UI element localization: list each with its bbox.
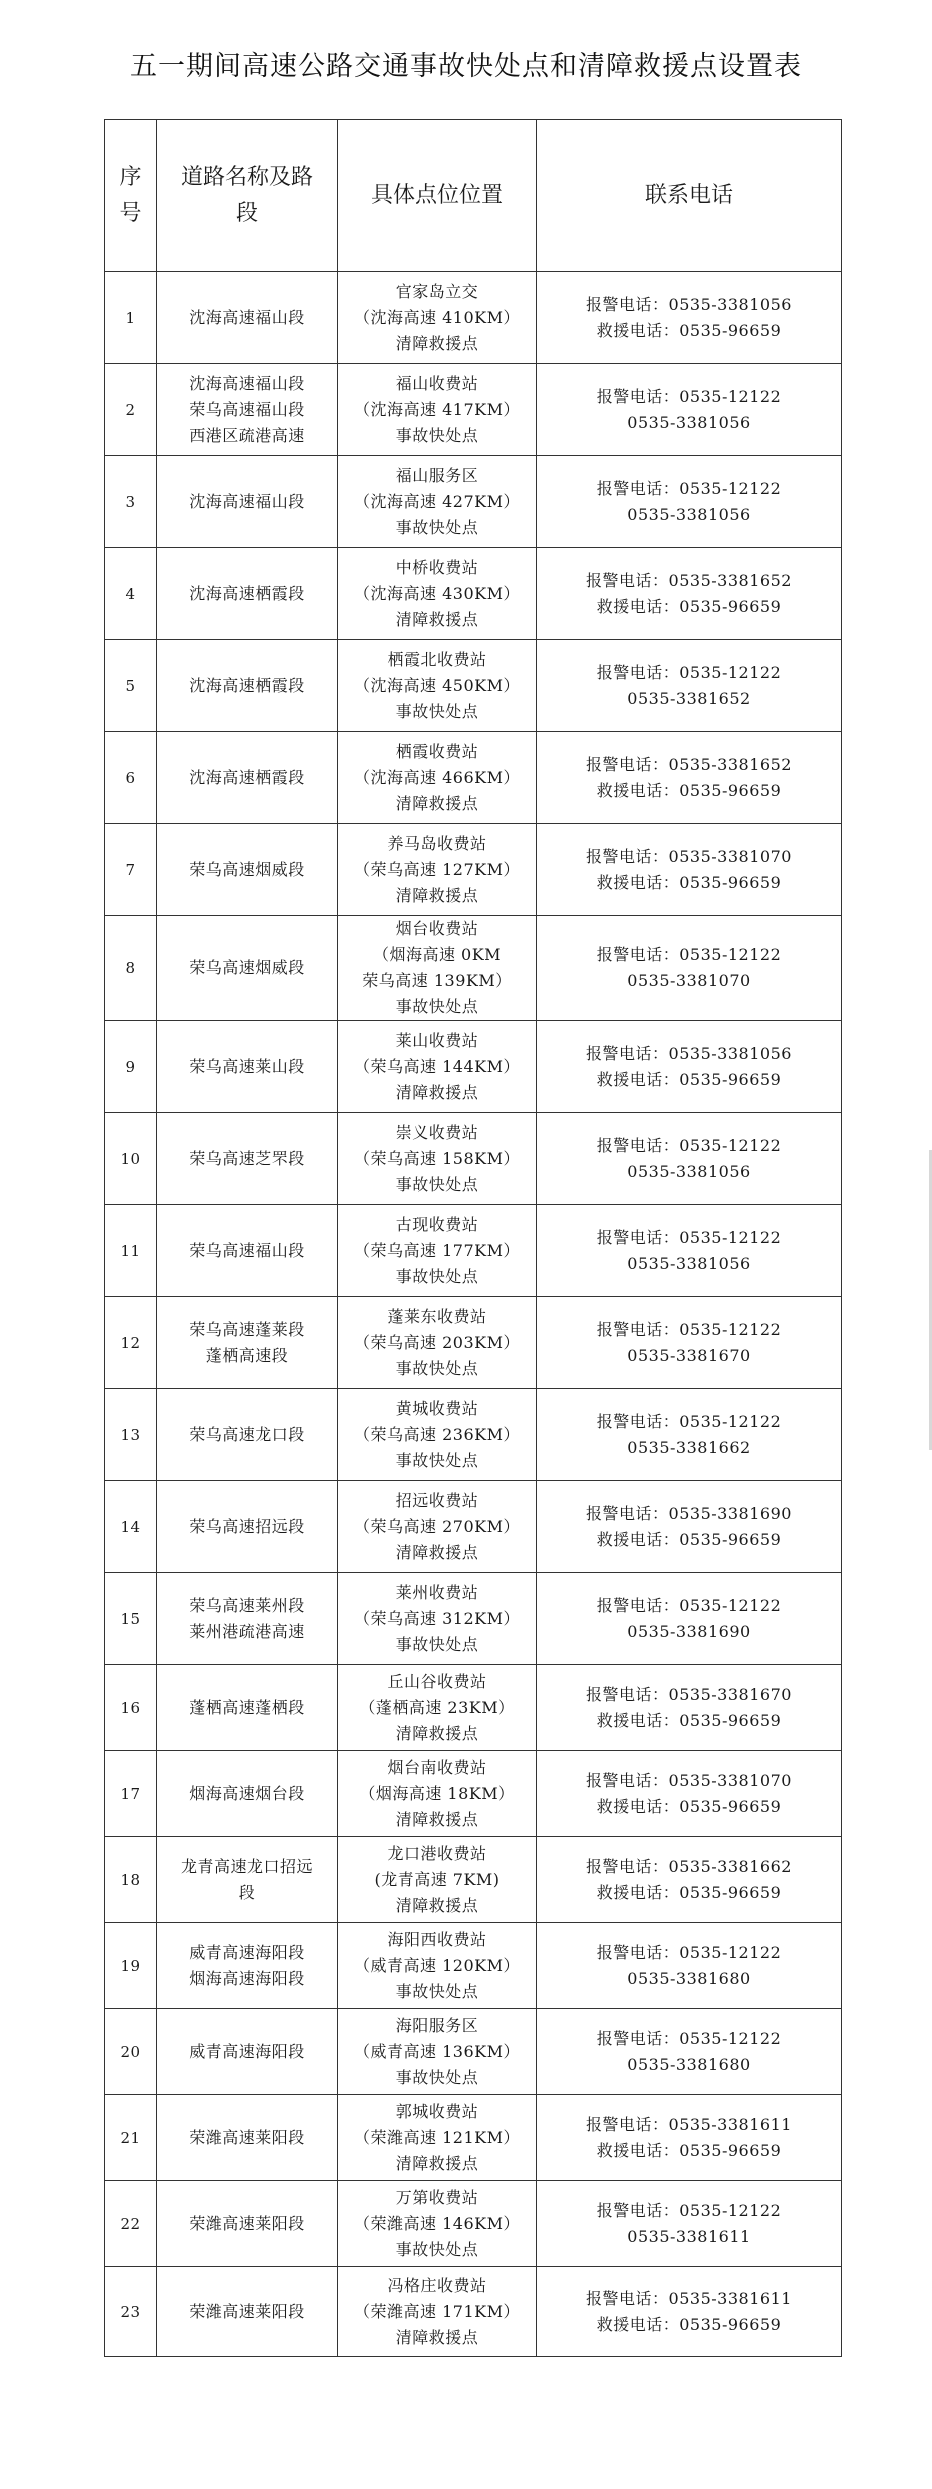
cell-road-line: 荣乌高速龙口段 bbox=[189, 1424, 305, 1444]
cell-phone-line: 报警电话：0535-3381070 bbox=[586, 846, 792, 866]
cell-road bbox=[157, 1665, 338, 1751]
cell-phone-line: 报警电话：0535-3381652 bbox=[586, 754, 792, 774]
cell-location bbox=[338, 1837, 537, 1923]
cell-location-line: 冯格庄收费站 bbox=[387, 2275, 487, 2295]
cell-phone-line: 报警电话：0535-12122 bbox=[596, 1595, 782, 1615]
cell-phone-line: 报警电话：0535-3381662 bbox=[586, 1856, 792, 1876]
header-no-line-2: 号 bbox=[119, 200, 142, 226]
cell-location-line: （荣乌高速 203KM） bbox=[354, 1332, 520, 1352]
cell-road bbox=[157, 1389, 338, 1481]
cell-location-line: （沈海高速 417KM） bbox=[354, 399, 520, 419]
cell-location-line: 崇义收费站 bbox=[395, 1122, 479, 1142]
table-row bbox=[105, 1021, 842, 1113]
cell-location-line: 事故快处点 bbox=[395, 701, 479, 721]
page-title: 五一期间高速公路交通事故快处点和清障救援点设置表 bbox=[130, 51, 802, 82]
cell-no: 16 bbox=[105, 1665, 157, 1751]
cell-no: 13 bbox=[105, 1389, 157, 1481]
cell-road-line: 沈海高速栖霞段 bbox=[189, 767, 305, 787]
cell-location bbox=[338, 1113, 537, 1205]
cell-no: 2 bbox=[105, 364, 157, 456]
cell-phone bbox=[537, 2009, 842, 2095]
cell-phone bbox=[537, 640, 842, 732]
cell-road-line: 荣乌高速莱山段 bbox=[189, 1056, 305, 1076]
cell-phone-line: 报警电话：0535-12122 bbox=[596, 945, 782, 964]
cell-location-line: 事故快处点 bbox=[395, 1981, 479, 2001]
cell-location-line: （荣乌高速 270KM） bbox=[354, 1516, 520, 1536]
cell-phone-line: 报警电话：0535-3381070 bbox=[586, 1770, 792, 1790]
cell-phone-line: 报警电话：0535-12122 bbox=[596, 2028, 782, 2048]
cell-road bbox=[157, 548, 338, 640]
cell-location-line: （威青高速 136KM） bbox=[354, 2041, 520, 2061]
cell-road-line: 荣乌高速福山段 bbox=[189, 1240, 305, 1260]
cell-road-line: 荣乌高速蓬莱段 bbox=[189, 1319, 305, 1339]
cell-road bbox=[157, 1837, 338, 1923]
cell-road-line: 荣乌高速芝罘段 bbox=[189, 1148, 305, 1168]
cell-location-line: 海阳西收费站 bbox=[387, 1929, 487, 1949]
table-row bbox=[105, 1751, 842, 1837]
cell-road bbox=[157, 1751, 338, 1837]
cell-phone-line: 救援电话：0535-96659 bbox=[596, 1796, 782, 1816]
cell-location-line: 事故快处点 bbox=[395, 2239, 479, 2259]
cell-road-line: 蓬栖高速段 bbox=[205, 1345, 289, 1365]
cell-phone-line: 救援电话：0535-96659 bbox=[596, 1710, 782, 1730]
cell-road-line: 荣乌高速莱州段 bbox=[189, 1595, 305, 1615]
cell-location-line: （荣潍高速 121KM） bbox=[354, 2127, 520, 2147]
header-road-line-2: 段 bbox=[235, 200, 258, 226]
cell-road-line: 段 bbox=[238, 1882, 256, 1902]
cell-road bbox=[157, 2267, 338, 2357]
header-no-line-1: 序 bbox=[119, 164, 142, 190]
cell-no: 3 bbox=[105, 456, 157, 548]
cell-road-line: 荣乌高速烟威段 bbox=[189, 958, 305, 977]
table-row bbox=[105, 1573, 842, 1665]
cell-phone-line: 报警电话：0535-3381056 bbox=[586, 1043, 792, 1063]
cell-phone bbox=[537, 916, 842, 1021]
table-row bbox=[105, 1481, 842, 1573]
cell-location bbox=[338, 1481, 537, 1573]
cell-location bbox=[338, 640, 537, 732]
cell-location-line: （沈海高速 450KM） bbox=[354, 675, 520, 695]
header-no bbox=[105, 120, 157, 272]
cell-road-line: 荣乌高速招远段 bbox=[189, 1516, 305, 1536]
cell-phone-line: 0535-3381680 bbox=[627, 2054, 751, 2074]
cell-location bbox=[338, 1389, 537, 1481]
table-row bbox=[105, 824, 842, 916]
cell-road-line: 荣乌高速福山段 bbox=[189, 399, 305, 419]
cell-phone-line: 救援电话：0535-96659 bbox=[596, 596, 782, 616]
cell-no: 6 bbox=[105, 732, 157, 824]
cell-location bbox=[338, 2095, 537, 2181]
cell-location-line: （荣乌高速 236KM） bbox=[354, 1424, 520, 1444]
table-row bbox=[105, 364, 842, 456]
cell-road-line: 沈海高速福山段 bbox=[189, 373, 305, 393]
cell-location bbox=[338, 2267, 537, 2357]
cell-no: 22 bbox=[105, 2181, 157, 2267]
cell-no: 11 bbox=[105, 1205, 157, 1297]
cell-phone-line: 0535-3381056 bbox=[627, 504, 751, 524]
cell-location bbox=[338, 1751, 537, 1837]
cell-location-line: 清障救援点 bbox=[395, 793, 479, 813]
cell-road bbox=[157, 2009, 338, 2095]
table-row bbox=[105, 640, 842, 732]
cell-location-line: 丘山谷收费站 bbox=[387, 1671, 487, 1691]
table-row bbox=[105, 1297, 842, 1389]
cell-no: 21 bbox=[105, 2095, 157, 2181]
table-row bbox=[105, 1389, 842, 1481]
cell-location-line: 莱山收费站 bbox=[395, 1030, 479, 1050]
cell-location-line: 事故快处点 bbox=[395, 1266, 479, 1286]
cell-road bbox=[157, 1021, 338, 1113]
cell-location-line: 招远收费站 bbox=[395, 1490, 479, 1510]
cell-phone-line: 0535-3381670 bbox=[627, 1345, 751, 1365]
cell-no: 23 bbox=[105, 2267, 157, 2357]
table-row bbox=[105, 548, 842, 640]
table-row bbox=[105, 1923, 842, 2009]
cell-location bbox=[338, 548, 537, 640]
cell-location-line: （威青高速 120KM） bbox=[354, 1955, 520, 1975]
cell-location-line: 事故快处点 bbox=[395, 1450, 479, 1470]
cell-road bbox=[157, 456, 338, 548]
cell-road-line: 沈海高速栖霞段 bbox=[189, 583, 305, 603]
cell-road bbox=[157, 916, 338, 1021]
cell-phone-line: 报警电话：0535-12122 bbox=[596, 478, 782, 498]
cell-location bbox=[338, 1665, 537, 1751]
cell-location-line: （荣潍高速 171KM） bbox=[354, 2301, 520, 2321]
cell-phone bbox=[537, 1665, 842, 1751]
cell-location-line: （荣乌高速 312KM） bbox=[354, 1608, 520, 1628]
cell-road-line: 荣乌高速烟威段 bbox=[189, 859, 305, 879]
cell-phone-line: 0535-3381690 bbox=[627, 1621, 751, 1641]
cell-phone-line: 报警电话：0535-12122 bbox=[596, 1135, 782, 1155]
cell-phone bbox=[537, 1573, 842, 1665]
cell-location-line: （沈海高速 427KM） bbox=[354, 491, 520, 511]
cell-location-line: （荣乌高速 127KM） bbox=[354, 859, 520, 879]
cell-location bbox=[338, 1297, 537, 1389]
cell-location-line: 清障救援点 bbox=[395, 885, 479, 905]
cell-phone-line: 0535-3381056 bbox=[627, 1161, 751, 1181]
cell-phone bbox=[537, 364, 842, 456]
cell-road bbox=[157, 824, 338, 916]
cell-location bbox=[338, 1205, 537, 1297]
cell-phone-line: 救援电话：0535-96659 bbox=[596, 780, 782, 800]
cell-location-line: 福山收费站 bbox=[395, 373, 479, 393]
cell-location bbox=[338, 2181, 537, 2267]
cell-phone bbox=[537, 1205, 842, 1297]
cell-road bbox=[157, 732, 338, 824]
cell-phone bbox=[537, 1389, 842, 1481]
cell-road-line: 沈海高速福山段 bbox=[189, 307, 305, 327]
cell-road-line: 沈海高速栖霞段 bbox=[189, 675, 305, 695]
cell-no: 10 bbox=[105, 1113, 157, 1205]
cell-phone bbox=[537, 2267, 842, 2357]
header-row bbox=[105, 120, 842, 272]
cell-location-line: 事故快处点 bbox=[395, 997, 479, 1016]
cell-no: 19 bbox=[105, 1923, 157, 2009]
cell-location-line: 清障救援点 bbox=[395, 2327, 479, 2347]
cell-location-line: 中桥收费站 bbox=[395, 557, 479, 577]
cell-location-line: 事故快处点 bbox=[395, 517, 479, 537]
cell-location-line: 蓬莱东收费站 bbox=[387, 1306, 487, 1326]
table-row bbox=[105, 916, 842, 1021]
cell-location-line: 清障救援点 bbox=[395, 1895, 479, 1915]
cell-road-line: 荣潍高速莱阳段 bbox=[189, 2213, 305, 2233]
cell-location-line: 黄城收费站 bbox=[395, 1398, 479, 1418]
cell-road-line: 龙青高速龙口招远 bbox=[180, 1856, 313, 1876]
cell-phone-line: 报警电话：0535-3381611 bbox=[586, 2114, 792, 2134]
header-location: 具体点位位置 bbox=[338, 120, 537, 272]
cell-phone bbox=[537, 1837, 842, 1923]
cell-location-line: 事故快处点 bbox=[395, 1174, 479, 1194]
cell-phone bbox=[537, 1923, 842, 2009]
cell-phone-line: 救援电话：0535-96659 bbox=[596, 872, 782, 892]
cell-location-line: （烟海高速 18KM） bbox=[359, 1783, 515, 1803]
table-row bbox=[105, 2267, 842, 2357]
cell-road bbox=[157, 364, 338, 456]
cell-location-line: 养马岛收费站 bbox=[387, 833, 487, 853]
cell-location-line: （沈海高速 430KM） bbox=[354, 583, 520, 603]
cell-location-line: 事故快处点 bbox=[395, 1634, 479, 1654]
cell-location bbox=[338, 1923, 537, 2009]
cell-phone bbox=[537, 1297, 842, 1389]
cell-location bbox=[338, 364, 537, 456]
cell-phone-line: 救援电话：0535-96659 bbox=[596, 1529, 782, 1549]
header-road bbox=[157, 120, 338, 272]
cell-no: 5 bbox=[105, 640, 157, 732]
cell-road-line: 沈海高速福山段 bbox=[189, 491, 305, 511]
cell-road-line: 蓬栖高速蓬栖段 bbox=[189, 1697, 305, 1717]
cell-location-line: 事故快处点 bbox=[395, 425, 479, 445]
table-row bbox=[105, 2181, 842, 2267]
cell-road-line: 烟海高速烟台段 bbox=[189, 1783, 305, 1803]
cell-road-line: 荣潍高速莱阳段 bbox=[189, 2301, 305, 2321]
cell-location bbox=[338, 916, 537, 1021]
cell-location-line: 烟台收费站 bbox=[395, 919, 479, 938]
cell-location-line: 清障救援点 bbox=[395, 333, 479, 353]
cell-phone bbox=[537, 1021, 842, 1113]
table-row bbox=[105, 272, 842, 364]
cell-phone-line: 报警电话：0535-3381652 bbox=[586, 570, 792, 590]
cell-location bbox=[338, 824, 537, 916]
cell-no: 8 bbox=[105, 916, 157, 1021]
cell-location-line: （荣乌高速 144KM） bbox=[354, 1056, 520, 1076]
cell-location-line: 事故快处点 bbox=[395, 2067, 479, 2087]
cell-road bbox=[157, 1297, 338, 1389]
cell-location-line: 龙口港收费站 bbox=[387, 1843, 487, 1863]
cell-phone bbox=[537, 456, 842, 548]
cell-road bbox=[157, 2095, 338, 2181]
cell-no: 12 bbox=[105, 1297, 157, 1389]
cell-location-line: （荣乌高速 177KM） bbox=[354, 1240, 520, 1260]
cell-location-line: 古现收费站 bbox=[395, 1214, 479, 1234]
cell-phone-line: 救援电话：0535-96659 bbox=[596, 1882, 782, 1902]
cell-location-line: 清障救援点 bbox=[395, 1542, 479, 1562]
cell-road-line: 荣潍高速莱阳段 bbox=[189, 2127, 305, 2147]
cell-location-line: 清障救援点 bbox=[395, 2153, 479, 2173]
cell-location bbox=[338, 272, 537, 364]
rescue-points-table bbox=[104, 119, 842, 2357]
cell-no: 7 bbox=[105, 824, 157, 916]
cell-phone bbox=[537, 824, 842, 916]
cell-location bbox=[338, 456, 537, 548]
cell-location-line: 万第收费站 bbox=[395, 2187, 479, 2207]
table-row bbox=[105, 2095, 842, 2181]
cell-phone-line: 报警电话：0535-12122 bbox=[596, 1319, 782, 1339]
cell-phone bbox=[537, 2095, 842, 2181]
cell-no: 14 bbox=[105, 1481, 157, 1573]
cell-road-line: 西港区疏港高速 bbox=[189, 425, 305, 445]
cell-phone-line: 0535-3381056 bbox=[627, 1253, 751, 1273]
cell-road bbox=[157, 272, 338, 364]
cell-location-line: 栖霞北收费站 bbox=[387, 649, 487, 669]
cell-location bbox=[338, 1573, 537, 1665]
cell-road bbox=[157, 1113, 338, 1205]
cell-phone-line: 报警电话：0535-12122 bbox=[596, 662, 782, 682]
cell-phone bbox=[537, 548, 842, 640]
cell-phone-line: 报警电话：0535-12122 bbox=[596, 1942, 782, 1962]
cell-phone-line: 报警电话：0535-12122 bbox=[596, 1227, 782, 1247]
table-row bbox=[105, 2009, 842, 2095]
cell-phone-line: 报警电话：0535-12122 bbox=[596, 1411, 782, 1431]
cell-location-line: （蓬栖高速 23KM） bbox=[359, 1697, 515, 1717]
cell-road bbox=[157, 2181, 338, 2267]
cell-location-line: 郭城收费站 bbox=[395, 2101, 479, 2121]
cell-phone-line: 0535-3381056 bbox=[627, 412, 751, 432]
cell-phone-line: 0535-3381652 bbox=[627, 688, 751, 708]
cell-location-line: 荣乌高速 139KM） bbox=[362, 971, 512, 990]
cell-phone-line: 报警电话：0535-3381056 bbox=[586, 294, 792, 314]
cell-phone-line: 0535-3381680 bbox=[627, 1968, 751, 1988]
cell-no: 9 bbox=[105, 1021, 157, 1113]
cell-road bbox=[157, 1923, 338, 2009]
cell-location-line: 清障救援点 bbox=[395, 1809, 479, 1829]
cell-location-line: 海阳服务区 bbox=[395, 2015, 479, 2035]
cell-phone-line: 救援电话：0535-96659 bbox=[596, 2140, 782, 2160]
cell-phone-line: 报警电话：0535-3381611 bbox=[586, 2288, 792, 2308]
cell-phone bbox=[537, 1481, 842, 1573]
table-row bbox=[105, 732, 842, 824]
header-phone: 联系电话 bbox=[537, 120, 842, 272]
table-row bbox=[105, 1837, 842, 1923]
cell-road-line: 莱州港疏港高速 bbox=[189, 1621, 305, 1641]
cell-location-line: (龙青高速 7KM) bbox=[374, 1869, 500, 1889]
cell-phone bbox=[537, 272, 842, 364]
cell-no: 20 bbox=[105, 2009, 157, 2095]
cell-phone-line: 报警电话：0535-12122 bbox=[596, 386, 782, 406]
cell-phone-line: 报警电话：0535-3381690 bbox=[586, 1503, 792, 1523]
cell-road-line: 威青高速海阳段 bbox=[189, 1942, 305, 1962]
cell-road bbox=[157, 1205, 338, 1297]
cell-location bbox=[338, 732, 537, 824]
table-row bbox=[105, 1665, 842, 1751]
cell-location-line: 清障救援点 bbox=[395, 1082, 479, 1102]
cell-location-line: （荣乌高速 158KM） bbox=[354, 1148, 520, 1168]
cell-phone bbox=[537, 1113, 842, 1205]
cell-no: 1 bbox=[105, 272, 157, 364]
cell-location-line: 清障救援点 bbox=[395, 1723, 479, 1743]
cell-no: 4 bbox=[105, 548, 157, 640]
cell-phone-line: 0535-3381662 bbox=[627, 1437, 751, 1457]
cell-road bbox=[157, 640, 338, 732]
cell-location-line: 栖霞收费站 bbox=[395, 741, 479, 761]
cell-phone bbox=[537, 1751, 842, 1837]
cell-no: 18 bbox=[105, 1837, 157, 1923]
cell-road bbox=[157, 1573, 338, 1665]
cell-location-line: （沈海高速 410KM） bbox=[354, 307, 520, 327]
cell-phone-line: 0535-3381070 bbox=[627, 971, 751, 990]
cell-location-line: 官家岛立交 bbox=[395, 281, 479, 301]
header-road-line-1: 道路名称及路 bbox=[180, 164, 313, 190]
cell-location-line: 事故快处点 bbox=[395, 1358, 479, 1378]
cell-location-line: 烟台南收费站 bbox=[387, 1757, 487, 1777]
cell-phone-line: 救援电话：0535-96659 bbox=[596, 1069, 782, 1089]
cell-road-line: 烟海高速海阳段 bbox=[189, 1968, 305, 1988]
cell-location-line: （烟海高速 0KM bbox=[372, 945, 502, 964]
cell-location bbox=[338, 2009, 537, 2095]
cell-phone-line: 报警电话：0535-12122 bbox=[596, 2200, 782, 2220]
cell-phone bbox=[537, 2181, 842, 2267]
cell-phone-line: 报警电话：0535-3381670 bbox=[586, 1684, 792, 1704]
cell-no: 15 bbox=[105, 1573, 157, 1665]
cell-road-line: 威青高速海阳段 bbox=[189, 2041, 305, 2061]
table-row bbox=[105, 1205, 842, 1297]
cell-location bbox=[338, 1021, 537, 1113]
cell-location-line: （沈海高速 466KM） bbox=[354, 767, 520, 787]
cell-location-line: 福山服务区 bbox=[395, 465, 479, 485]
cell-phone-line: 0535-3381611 bbox=[627, 2226, 751, 2246]
cell-road bbox=[157, 1481, 338, 1573]
cell-location-line: 清障救援点 bbox=[395, 609, 479, 629]
cell-phone-line: 救援电话：0535-96659 bbox=[596, 2314, 782, 2334]
table-row bbox=[105, 456, 842, 548]
cell-no: 17 bbox=[105, 1751, 157, 1837]
cell-phone-line: 救援电话：0535-96659 bbox=[596, 320, 782, 340]
table-body bbox=[105, 272, 842, 2357]
table-header bbox=[105, 120, 842, 272]
cell-location-line: 莱州收费站 bbox=[395, 1582, 479, 1602]
table-row bbox=[105, 1113, 842, 1205]
cell-location-line: （荣潍高速 146KM） bbox=[354, 2213, 520, 2233]
cell-phone bbox=[537, 732, 842, 824]
